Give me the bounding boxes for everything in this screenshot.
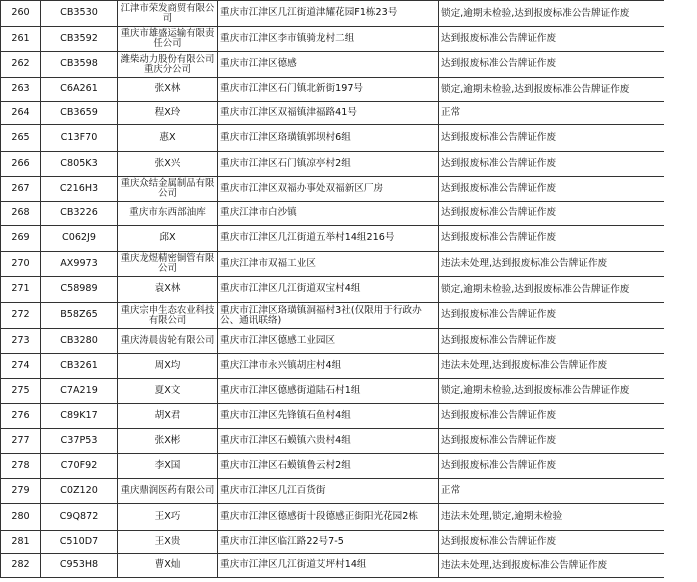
cell-plate: C953H8 bbox=[41, 554, 118, 578]
cell-addr: 重庆市江津区德感街十段德感正街阳光花园2栋 bbox=[218, 504, 439, 531]
cell-addr: 重庆市江津区石门镇北新街197号 bbox=[218, 78, 439, 102]
cell-status: 达到报废标准公告牌证作废 bbox=[439, 152, 665, 177]
cell-addr: 重庆市江津区石蟆镇六贵村4组 bbox=[218, 429, 439, 454]
cell-addr: 重庆市江津区几江街道艾坪村14组 bbox=[218, 554, 439, 578]
cell-plate: CB3280 bbox=[41, 329, 118, 354]
cell-owner: 重庆市东西部油库 bbox=[118, 202, 218, 226]
table-row bbox=[1, 429, 665, 454]
cell-no: 272 bbox=[1, 303, 41, 329]
cell-plate: CB3659 bbox=[41, 102, 118, 125]
cell-status: 达到报废标准公告牌证作废 bbox=[439, 429, 665, 454]
table-row bbox=[1, 504, 665, 531]
cell-no: 266 bbox=[1, 152, 41, 177]
table-row bbox=[1, 454, 665, 479]
cell-addr: 重庆市江津区德感工业园区 bbox=[218, 329, 439, 354]
cell-no: 280 bbox=[1, 504, 41, 531]
cell-addr: 重庆市江津区德感 bbox=[218, 52, 439, 78]
cell-plate: CB3598 bbox=[41, 52, 118, 78]
cell-no: 263 bbox=[1, 78, 41, 102]
cell-status: 正常 bbox=[439, 102, 665, 125]
table-row bbox=[1, 102, 665, 125]
cell-addr: 重庆市江津区先锋镇石鱼村4组 bbox=[218, 404, 439, 429]
cell-no: 279 bbox=[1, 479, 41, 504]
table-row bbox=[1, 479, 665, 504]
cell-owner: 重庆龙煜精密铜管有限公司 bbox=[118, 252, 218, 277]
cell-no: 274 bbox=[1, 354, 41, 379]
cell-no: 265 bbox=[1, 125, 41, 152]
table-row bbox=[1, 177, 665, 202]
cell-owner: 张X林 bbox=[118, 78, 218, 102]
cell-addr: 重庆市江津区石门镇凉亭村2组 bbox=[218, 152, 439, 177]
cell-no: 262 bbox=[1, 52, 41, 78]
table-row bbox=[1, 379, 665, 404]
cell-no: 271 bbox=[1, 277, 41, 303]
cell-owner: 李X国 bbox=[118, 454, 218, 479]
cell-addr: 重庆市江津区几江百货街 bbox=[218, 479, 439, 504]
table-row bbox=[1, 27, 665, 52]
cell-addr: 重庆市江津区几江街道津耀花园F1栋23号 bbox=[218, 1, 439, 27]
cell-no: 270 bbox=[1, 252, 41, 277]
table-row bbox=[1, 531, 665, 554]
cell-owner: 袁X林 bbox=[118, 277, 218, 303]
cell-plate: C89K17 bbox=[41, 404, 118, 429]
cell-owner: 王X贵 bbox=[118, 531, 218, 554]
cell-addr: 重庆江津市永兴镇胡庄村4组 bbox=[218, 354, 439, 379]
cell-status: 达到报废标准公告牌证作废 bbox=[439, 531, 665, 554]
cell-status: 达到报废标准公告牌证作废 bbox=[439, 404, 665, 429]
cell-plate: C7A219 bbox=[41, 379, 118, 404]
cell-addr: 重庆市江津区德感街道陆石村1组 bbox=[218, 379, 439, 404]
cell-no: 281 bbox=[1, 531, 41, 554]
cell-no: 278 bbox=[1, 454, 41, 479]
cell-plate: CB3261 bbox=[41, 354, 118, 379]
cell-no: 269 bbox=[1, 226, 41, 252]
table-row bbox=[1, 277, 665, 303]
cell-no: 282 bbox=[1, 554, 41, 578]
cell-status: 达到报废标准公告牌证作废 bbox=[439, 303, 665, 329]
cell-addr: 重庆江津市双福工业区 bbox=[218, 252, 439, 277]
cell-owner: 周X均 bbox=[118, 354, 218, 379]
cell-status: 锁定,逾期未检验,达到报废标准公告牌证作废 bbox=[439, 379, 665, 404]
cell-owner: 重庆众结金属制品有限公司 bbox=[118, 177, 218, 202]
cell-owner: 程X玲 bbox=[118, 102, 218, 125]
page-right-margin bbox=[664, 0, 697, 582]
cell-addr: 重庆市江津区双福办事处双福新区厂房 bbox=[218, 177, 439, 202]
cell-plate: CB3226 bbox=[41, 202, 118, 226]
cell-plate: C510D7 bbox=[41, 531, 118, 554]
table-row bbox=[1, 202, 665, 226]
cell-status: 达到报废标准公告牌证作废 bbox=[439, 454, 665, 479]
cell-plate: AX9973 bbox=[41, 252, 118, 277]
cell-status: 达到报废标准公告牌证作废 bbox=[439, 226, 665, 252]
cell-no: 275 bbox=[1, 379, 41, 404]
cell-plate: CB3530 bbox=[41, 1, 118, 27]
cell-owner: 潍柴动力股份有限公司重庆分公司 bbox=[118, 52, 218, 78]
cell-no: 277 bbox=[1, 429, 41, 454]
cell-owner: 重庆涛晨齿轮有限公司 bbox=[118, 329, 218, 354]
cell-status: 违法未处理,达到报废标准公告牌证作废 bbox=[439, 252, 665, 277]
table-row bbox=[1, 329, 665, 354]
cell-no: 268 bbox=[1, 202, 41, 226]
cell-plate: C0Z120 bbox=[41, 479, 118, 504]
cell-status: 达到报废标准公告牌证作废 bbox=[439, 125, 665, 152]
vehicle-record-table-body bbox=[1, 1, 665, 578]
cell-addr: 重庆市江津区珞璜镇郭坝村6组 bbox=[218, 125, 439, 152]
cell-addr: 重庆市江津区几江街道五举村14组216号 bbox=[218, 226, 439, 252]
cell-owner: 王X巧 bbox=[118, 504, 218, 531]
cell-plate: C37P53 bbox=[41, 429, 118, 454]
cell-no: 260 bbox=[1, 1, 41, 27]
cell-owner: 曹X灿 bbox=[118, 554, 218, 578]
cell-addr: 重庆江津市白沙镇 bbox=[218, 202, 439, 226]
cell-owner: 惠X bbox=[118, 125, 218, 152]
table-row bbox=[1, 125, 665, 152]
cell-status: 达到报废标准公告牌证作废 bbox=[439, 202, 665, 226]
cell-addr: 重庆市江津区几江街道双宝村4组 bbox=[218, 277, 439, 303]
cell-no: 261 bbox=[1, 27, 41, 52]
cell-no: 264 bbox=[1, 102, 41, 125]
table-row bbox=[1, 303, 665, 329]
cell-status: 锁定,逾期未检验,达到报废标准公告牌证作废 bbox=[439, 78, 665, 102]
cell-status: 违法未处理,锁定,逾期未检验 bbox=[439, 504, 665, 531]
cell-status: 达到报废标准公告牌证作废 bbox=[439, 52, 665, 78]
cell-owner: 张X兴 bbox=[118, 152, 218, 177]
cell-status: 锁定,逾期未检验,达到报废标准公告牌证作废 bbox=[439, 1, 665, 27]
table-row bbox=[1, 554, 665, 578]
cell-addr: 重庆市江津区珞璜镇洞福村3社(仅限用于行政办公、通讯联络) bbox=[218, 303, 439, 329]
cell-plate: C6A261 bbox=[41, 78, 118, 102]
cell-owner: 夏X文 bbox=[118, 379, 218, 404]
cell-plate: C70F92 bbox=[41, 454, 118, 479]
table-row bbox=[1, 404, 665, 429]
table-row bbox=[1, 252, 665, 277]
cell-no: 267 bbox=[1, 177, 41, 202]
cell-status: 正常 bbox=[439, 479, 665, 504]
cell-plate: C9Q872 bbox=[41, 504, 118, 531]
cell-owner: 江津市荣发商贸有限公司 bbox=[118, 1, 218, 27]
cell-plate: C13F70 bbox=[41, 125, 118, 152]
cell-status: 达到报废标准公告牌证作废 bbox=[439, 27, 665, 52]
cell-status: 达到报废标准公告牌证作废 bbox=[439, 177, 665, 202]
table-row bbox=[1, 152, 665, 177]
cell-status: 达到报废标准公告牌证作废 bbox=[439, 329, 665, 354]
table-row bbox=[1, 1, 665, 27]
cell-owner: 胡X君 bbox=[118, 404, 218, 429]
table-row bbox=[1, 354, 665, 379]
cell-addr: 重庆市江津区双福镇津福路41号 bbox=[218, 102, 439, 125]
cell-owner: 重庆市雄盛运输有限责任公司 bbox=[118, 27, 218, 52]
cell-owner: 重庆宗申生态农业科技有限公司 bbox=[118, 303, 218, 329]
table-row bbox=[1, 226, 665, 252]
cell-plate: C58989 bbox=[41, 277, 118, 303]
cell-owner: 邱X bbox=[118, 226, 218, 252]
cell-status: 锁定,逾期未检验,达到报废标准公告牌证作废 bbox=[439, 277, 665, 303]
cell-plate: CB3592 bbox=[41, 27, 118, 52]
cell-owner: 重庆鼎润医药有限公司 bbox=[118, 479, 218, 504]
table-row bbox=[1, 78, 665, 102]
cell-plate: C216H3 bbox=[41, 177, 118, 202]
cell-plate: C805K3 bbox=[41, 152, 118, 177]
cell-addr: 重庆市江津区李市镇骑龙村二组 bbox=[218, 27, 439, 52]
cell-addr: 重庆市江津区临江路22号7-5 bbox=[218, 531, 439, 554]
cell-status: 违法未处理,达到报废标准公告牌证作废 bbox=[439, 554, 665, 578]
cell-status: 违法未处理,达到报废标准公告牌证作废 bbox=[439, 354, 665, 379]
cell-no: 276 bbox=[1, 404, 41, 429]
cell-no: 273 bbox=[1, 329, 41, 354]
cell-plate: B58Z65 bbox=[41, 303, 118, 329]
cell-plate: C062J9 bbox=[41, 226, 118, 252]
table-row bbox=[1, 52, 665, 78]
cell-addr: 重庆市江津区石蟆镇鲁云村2组 bbox=[218, 454, 439, 479]
cell-owner: 张X彬 bbox=[118, 429, 218, 454]
